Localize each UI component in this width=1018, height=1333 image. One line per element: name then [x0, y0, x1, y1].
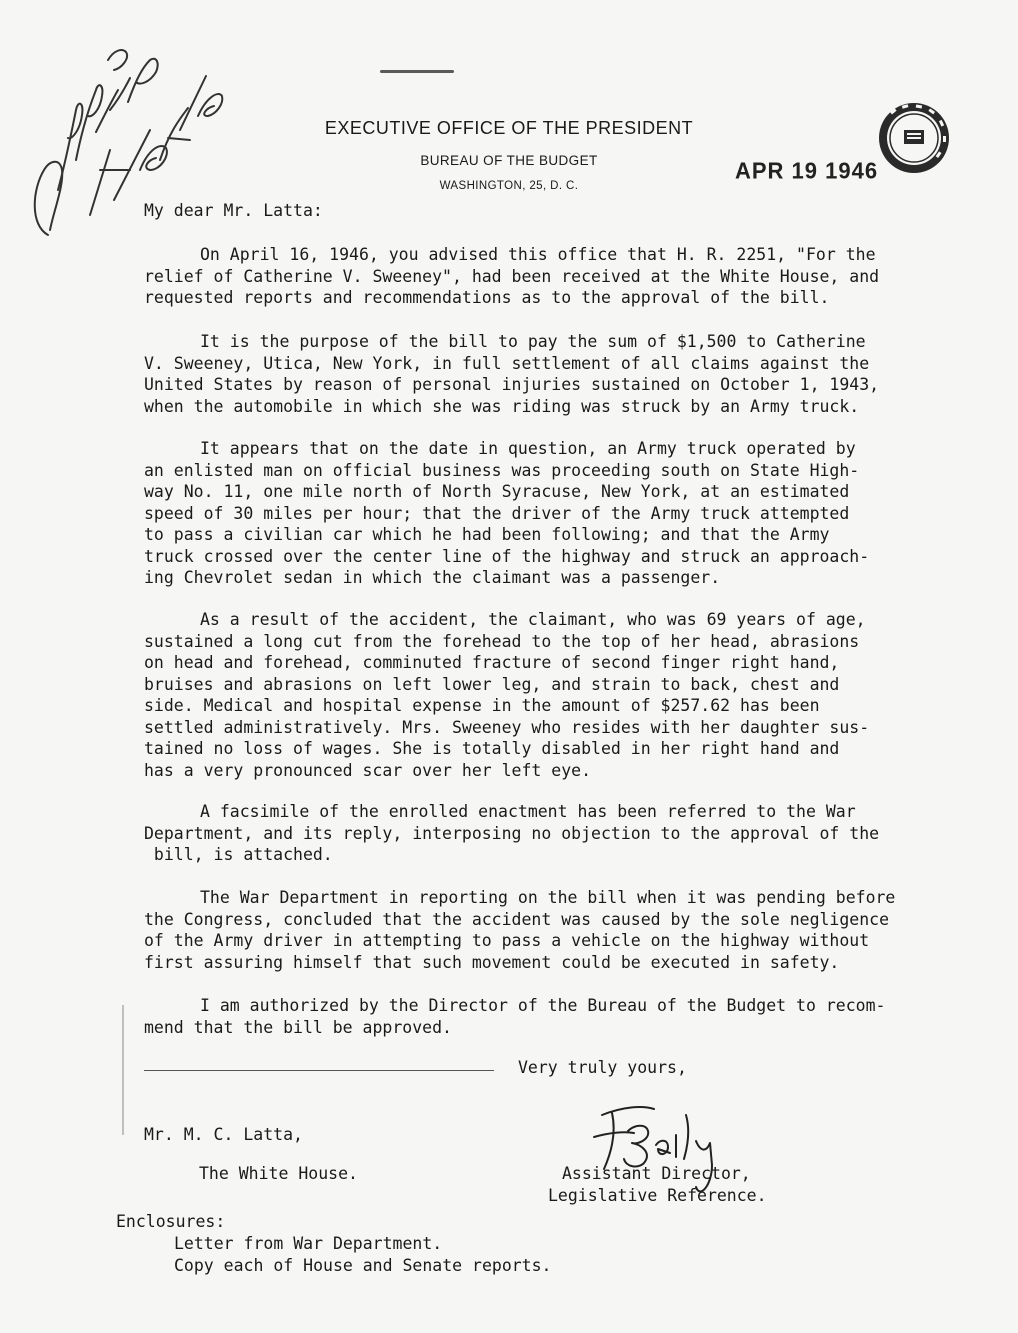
- text-line: truck crossed over the center line of the highway and struck an approach-: [144, 546, 870, 566]
- letterhead-bureau: BUREAU OF THE BUDGET: [420, 153, 598, 168]
- text-line: It appears that on the date in question, an Army truck operated by: [200, 439, 856, 458]
- text-line: side. Medical and hospital expense in the amount of $257.62 has been: [144, 696, 820, 715]
- text-line: bill, is attached.: [144, 845, 333, 864]
- paragraph-3: [144, 438, 869, 589]
- text-line: first assuring himself that such movement could be executed in safety.: [144, 952, 840, 972]
- text-line: United States by reason of personal injuries sustained on October 1, 1943,: [144, 375, 880, 394]
- text-line: I am authorized by the Director of the Bureau of the Budget to recom-: [200, 996, 886, 1015]
- text-line: sustained a long cut from the forehead to the top of her head, abrasions: [144, 631, 860, 651]
- paragraph-5: [144, 801, 879, 866]
- enclosure-item: Copy each of House and Senate reports.: [174, 1256, 552, 1275]
- closing: Very truly yours,: [518, 1058, 687, 1077]
- text-line: As a result of the accident, the claimant, who was 69 years of age,: [200, 610, 866, 629]
- text-line: mend that the bill be approved.: [144, 1017, 452, 1037]
- salutation: My dear Mr. Latta:: [144, 201, 323, 220]
- paragraph-7: [144, 995, 885, 1038]
- text-line: has a very pronounced scar over her left eye.: [144, 760, 592, 780]
- enclosure-item: Letter from War Department.: [174, 1234, 443, 1253]
- text-line: The War Department in reporting on the bill when it was pending before: [200, 888, 896, 907]
- text-line: bruises and abrasions on left lower leg, and strain to back, chest and: [144, 674, 840, 694]
- text-line: relief of Catherine V. Sweeney", had been received at the White House, and: [144, 266, 880, 286]
- text-line: on head and forehead, comminuted fracture of second finger right hand,: [144, 653, 840, 672]
- text-line: speed of 30 miles per hour; that the driver of the Army truck attempted: [144, 503, 850, 523]
- letterhead-office: EXECUTIVE OFFICE OF THE PRESIDENT: [324, 118, 694, 138]
- text-line: to pass a civilian car which he had been following; and that the Army: [144, 525, 830, 544]
- paragraph-4: [144, 609, 869, 781]
- text-line: tained no loss of wages. She is totally disabled in her right hand and: [144, 739, 840, 758]
- top-dash-mark: [380, 70, 454, 73]
- library-seal-stamp: [876, 100, 952, 176]
- enclosures-label: Enclosures:: [116, 1212, 226, 1231]
- text-line: when the automobile in which she was riding was struck by an Army truck.: [144, 396, 860, 416]
- paragraph-1: [144, 244, 879, 309]
- text-line: A facsimile of the enrolled enactment has been referred to the War: [200, 802, 856, 821]
- signer-title: Assistant Director,: [562, 1164, 751, 1183]
- paragraph-2: [144, 331, 879, 417]
- addressee-place: The White House.: [199, 1164, 358, 1183]
- addressee-name: Mr. M. C. Latta,: [144, 1125, 303, 1144]
- margin-pencil-line: [122, 1005, 124, 1135]
- text-line: the Congress, concluded that the accident was caused by the sole negligence: [144, 909, 890, 929]
- letterhead-city: WASHINGTON, 25, D. C.: [439, 180, 579, 192]
- text-line: ing Chevrolet sedan in which the claimant was a passenger.: [144, 568, 721, 587]
- text-line: V. Sweeney, Utica, New York, in full settlement of all claims against the: [144, 353, 870, 373]
- typed-rule: [144, 1070, 494, 1071]
- text-line: It is the purpose of the bill to pay the sum of $1,500 to Catherine: [200, 332, 866, 351]
- text-line: an enlisted man on official business was proceeding south on State High-: [144, 460, 860, 480]
- signer-division: Legislative Reference.: [548, 1186, 767, 1205]
- text-line: Department, and its reply, interposing no objection to the approval of the: [144, 823, 880, 843]
- text-line: On April 16, 1946, you advised this office that H. R. 2251, "For the: [200, 245, 876, 264]
- received-date-stamp: APR 19 1946: [735, 157, 879, 184]
- text-line: requested reports and recommendations as to the approval of the bill.: [144, 288, 830, 307]
- text-line: settled administratively. Mrs. Sweeney who resides with her daughter sus-: [144, 717, 870, 737]
- paragraph-6: [144, 887, 895, 973]
- text-line: of the Army driver in attempting to pass a vehicle on the highway without: [144, 931, 870, 950]
- text-line: way No. 11, one mile north of North Syracuse, New York, at an estimated: [144, 482, 850, 501]
